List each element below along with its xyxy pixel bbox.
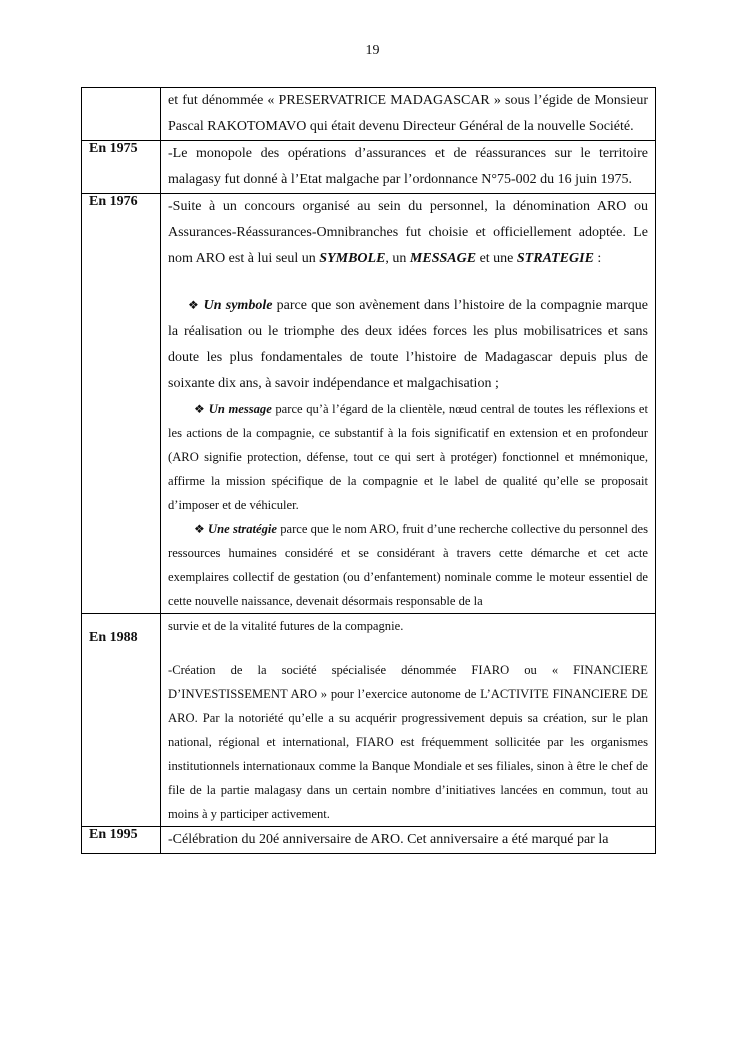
diamond-bullet-icon: ❖: [194, 402, 206, 416]
bullet-term: Un message: [208, 402, 272, 416]
content-cell: [161, 614, 656, 827]
row-text: -Le monopole des opérations d’assurances et de réassurances sur le territoire malagasy fut donné à l’Etat malgache par l’ordonnance N°75-002 du 16 juin 1975.: [168, 146, 648, 187]
row-text: -Création de la société spécialisée dénommée FIARO ou « FINANCIERE D’INVESTISSEMENT ARO » pour l’exercice autonome de L’ACTIVITE FINANCIERE DE ARO. Par la notoriété qu’elle a su acquérir progressivement depuis sa création, sur le plan national, régional et international, FIARO est fréquemment sollicitée par les organismes institutionnels internationaux comme la Banque Mondiale et ses filiales, sinon à être le chef de file de la partie malagasy dans un certain nombre d’initiatives lancées en commun, tout au moins à y participer activement.: [168, 663, 648, 821]
history-table: [81, 87, 656, 854]
intro-paragraph: [168, 194, 648, 272]
keyword-strategie: STRATEGIE: [516, 251, 594, 266]
spacer: [168, 272, 648, 292]
bullet-term: Une stratégie: [208, 522, 278, 536]
content-cell: [161, 827, 656, 854]
diamond-bullet-icon: ❖: [194, 522, 205, 536]
year-cell: [82, 88, 161, 141]
row-text: et fut dénommée « PRESERVATRICE MADAGASCAR » sous l’égide de Monsieur Pascal RAKOTOMAVO qui était devenu Directeur Général de la nouvelle Société.: [168, 93, 648, 134]
bullet-text: parce que son avènement dans l’histoire de la compagnie marque la réalisation ou le triomphe des deux idées forces les plus mobilisatrices et sans doute les plus fondamentales de toute l’histoire de Madagascar depuis plus de soixante dix ans, à savoir indépendance et malgachisation ;: [168, 298, 648, 391]
separator: :: [593, 251, 602, 266]
table-row: [82, 827, 656, 854]
bullet-message: [168, 397, 648, 517]
content-cell: [161, 88, 656, 141]
keyword-message: MESSAGE: [409, 251, 477, 266]
year-cell: [82, 614, 161, 827]
table-row: [82, 88, 656, 141]
intro-text: -Suite à un concours organisé au sein du personnel, la dénomination ARO ou Assurances-Réassurances-Omnibranches fut choisie et officiellement adoptée. Le nom ARO est à lui seul un: [168, 199, 648, 266]
separator: , un: [385, 251, 410, 266]
bullet-term: Un symbole: [203, 298, 273, 313]
bullet-text: parce qu’à l’égard de la clientèle, nœud central de toutes les réflexions et les actions de la compagnie, ce substantif à la fois significatif en extension et en profondeur (ARO signifie protection, défense, tout ce qui sert à protéger) fonctionnel et mnémonique, affirme la mission spécifique de la compagnie et le label de qualité qu’elle se proposait d’imposer et de véhiculer.: [168, 402, 648, 512]
separator: et une: [476, 251, 517, 266]
content-cell: [161, 194, 656, 614]
table-row: [82, 614, 656, 827]
content-cell: [161, 141, 656, 194]
year-cell: En 1975: [82, 141, 161, 194]
carry-over-text: survie et de la vitalité futures de la compagnie.: [168, 619, 404, 633]
row-text: -Célébration du 20é anniversaire de ARO. Cet anniversaire a été marqué par la: [168, 832, 609, 847]
year-cell: En 1976: [82, 194, 161, 614]
bullet-symbole: [168, 292, 648, 397]
year-cell: En 1995: [82, 827, 161, 854]
bullet-strategie: [168, 517, 648, 613]
diamond-bullet-icon: ❖: [188, 298, 200, 312]
page-number: 19: [365, 43, 380, 58]
table-row: [82, 141, 656, 194]
year-label: En 1988: [89, 630, 138, 645]
bullet-text: parce que le nom ARO, fruit d’une recherche collective du personnel des ressources humaines considéré et se considérant à travers cette démarche et cet acte exemplaires collectif de gestation (ou d’enfantement) nominale comme le moteur essentiel de cette nouvelle naissance, devenait désormais responsable de la: [168, 522, 649, 608]
table-row: [82, 194, 656, 614]
spacer: [168, 638, 648, 658]
keyword-symbole: SYMBOLE: [319, 251, 386, 266]
